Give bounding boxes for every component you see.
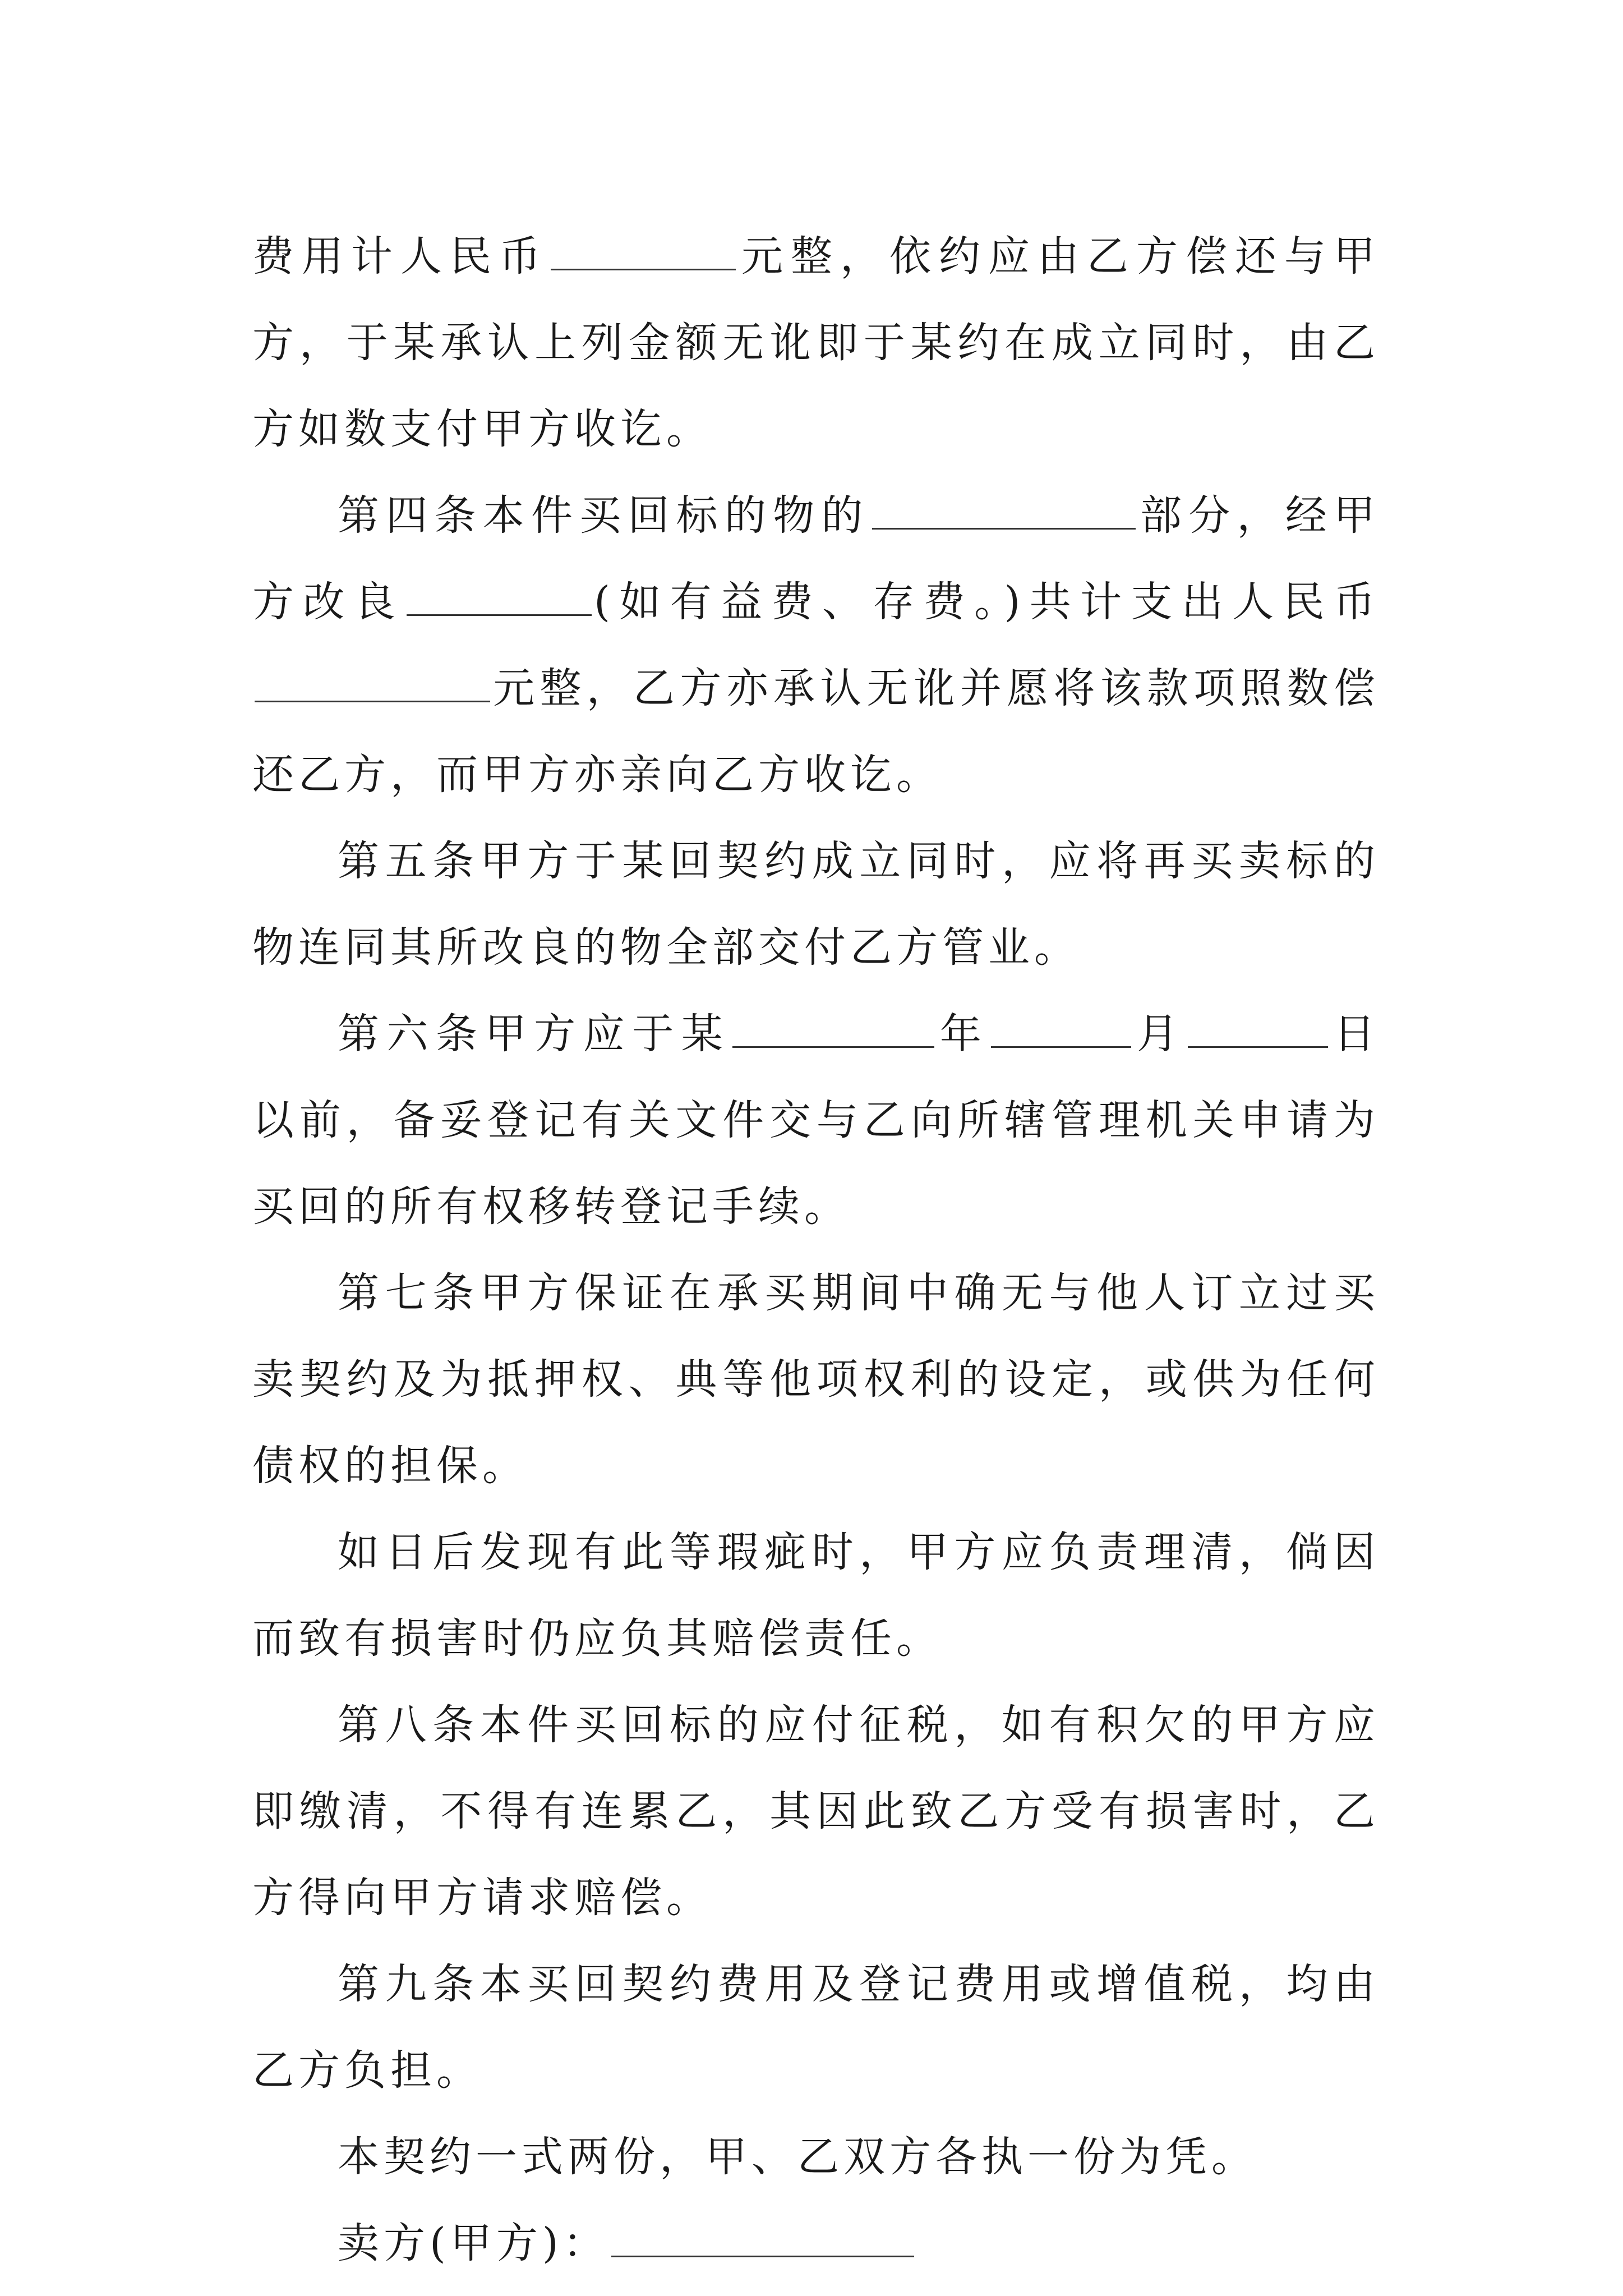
paragraph-article-7: 第七条甲方保证在承买期间中确无与他人订立过买卖契约及为抵押权、典等他项权利的设定，或供为任何债权的担保。: [252, 1269, 1380, 1490]
text-segment: 日以前，备妥登记有关文件交与乙向所辖管理机关申请为买回的所有权移转登记手续。: [252, 1010, 1380, 1231]
seller-label: 卖方(甲方)：: [338, 2219, 609, 2267]
paragraph-defects: 如日后发现有此等瑕疵时，甲方应负责理清，倘因而致有损害时仍应负其赔偿责任。: [252, 1528, 1380, 1663]
seller-signature-line: [252, 2200, 1380, 2286]
paragraph-article-8: 第八条本件买回标的应付征税，如有积欠的甲方应即缴清，不得有连累乙，其因此致乙方受有损害时，乙方得向甲方请求赔偿。: [252, 1701, 1380, 1922]
paragraph-article-5: 第五条甲方于某回契约成立同时，应将再买卖标的物连同其所改良的物全部交付乙方管业。: [252, 837, 1380, 972]
amount-blank[interactable]: [551, 234, 736, 270]
paragraph-article-4: [252, 472, 1380, 818]
text-segment: 费用计人民币: [252, 232, 548, 280]
text-segment: 月: [1133, 1010, 1186, 1058]
text-segment: 年: [937, 1010, 989, 1058]
seller-signature-blank[interactable]: [611, 2221, 914, 2257]
text-segment: 元整，依约应由乙方偿还与甲方，于某承认上列金额无讹即于某约在成立同时，由乙方如数支付甲方收讫。: [252, 232, 1380, 453]
expense-amount-blank[interactable]: [255, 666, 490, 702]
paragraph-article-6: [252, 991, 1380, 1250]
text-segment: 第四条本件买回标的物的: [338, 491, 870, 540]
day-blank[interactable]: [1188, 1011, 1328, 1048]
text-segment: (如有益费、存费。)共计支出人民币: [594, 578, 1380, 626]
paragraph-article-9: 第九条本买回契约费用及登记费用或增值税，均由乙方负担。: [252, 1960, 1380, 2095]
paragraph-copies: 本契约一式两份，甲、乙双方各执一份为凭。: [338, 2133, 1257, 2181]
month-blank[interactable]: [991, 1011, 1131, 1048]
document-body: [252, 213, 1380, 2286]
text-segment: 第六条甲方应于某: [338, 1010, 731, 1058]
part-blank[interactable]: [872, 493, 1136, 530]
text-segment: 部分，经甲方改良: [252, 491, 1380, 626]
text-segment: 元整，乙方亦承认无讹并愿将该款项照数偿还乙方，而甲方亦亲向乙方收讫。: [252, 664, 1380, 799]
paragraph-payment: [252, 213, 1380, 472]
improvement-blank[interactable]: [407, 579, 592, 616]
year-blank[interactable]: [732, 1011, 934, 1048]
